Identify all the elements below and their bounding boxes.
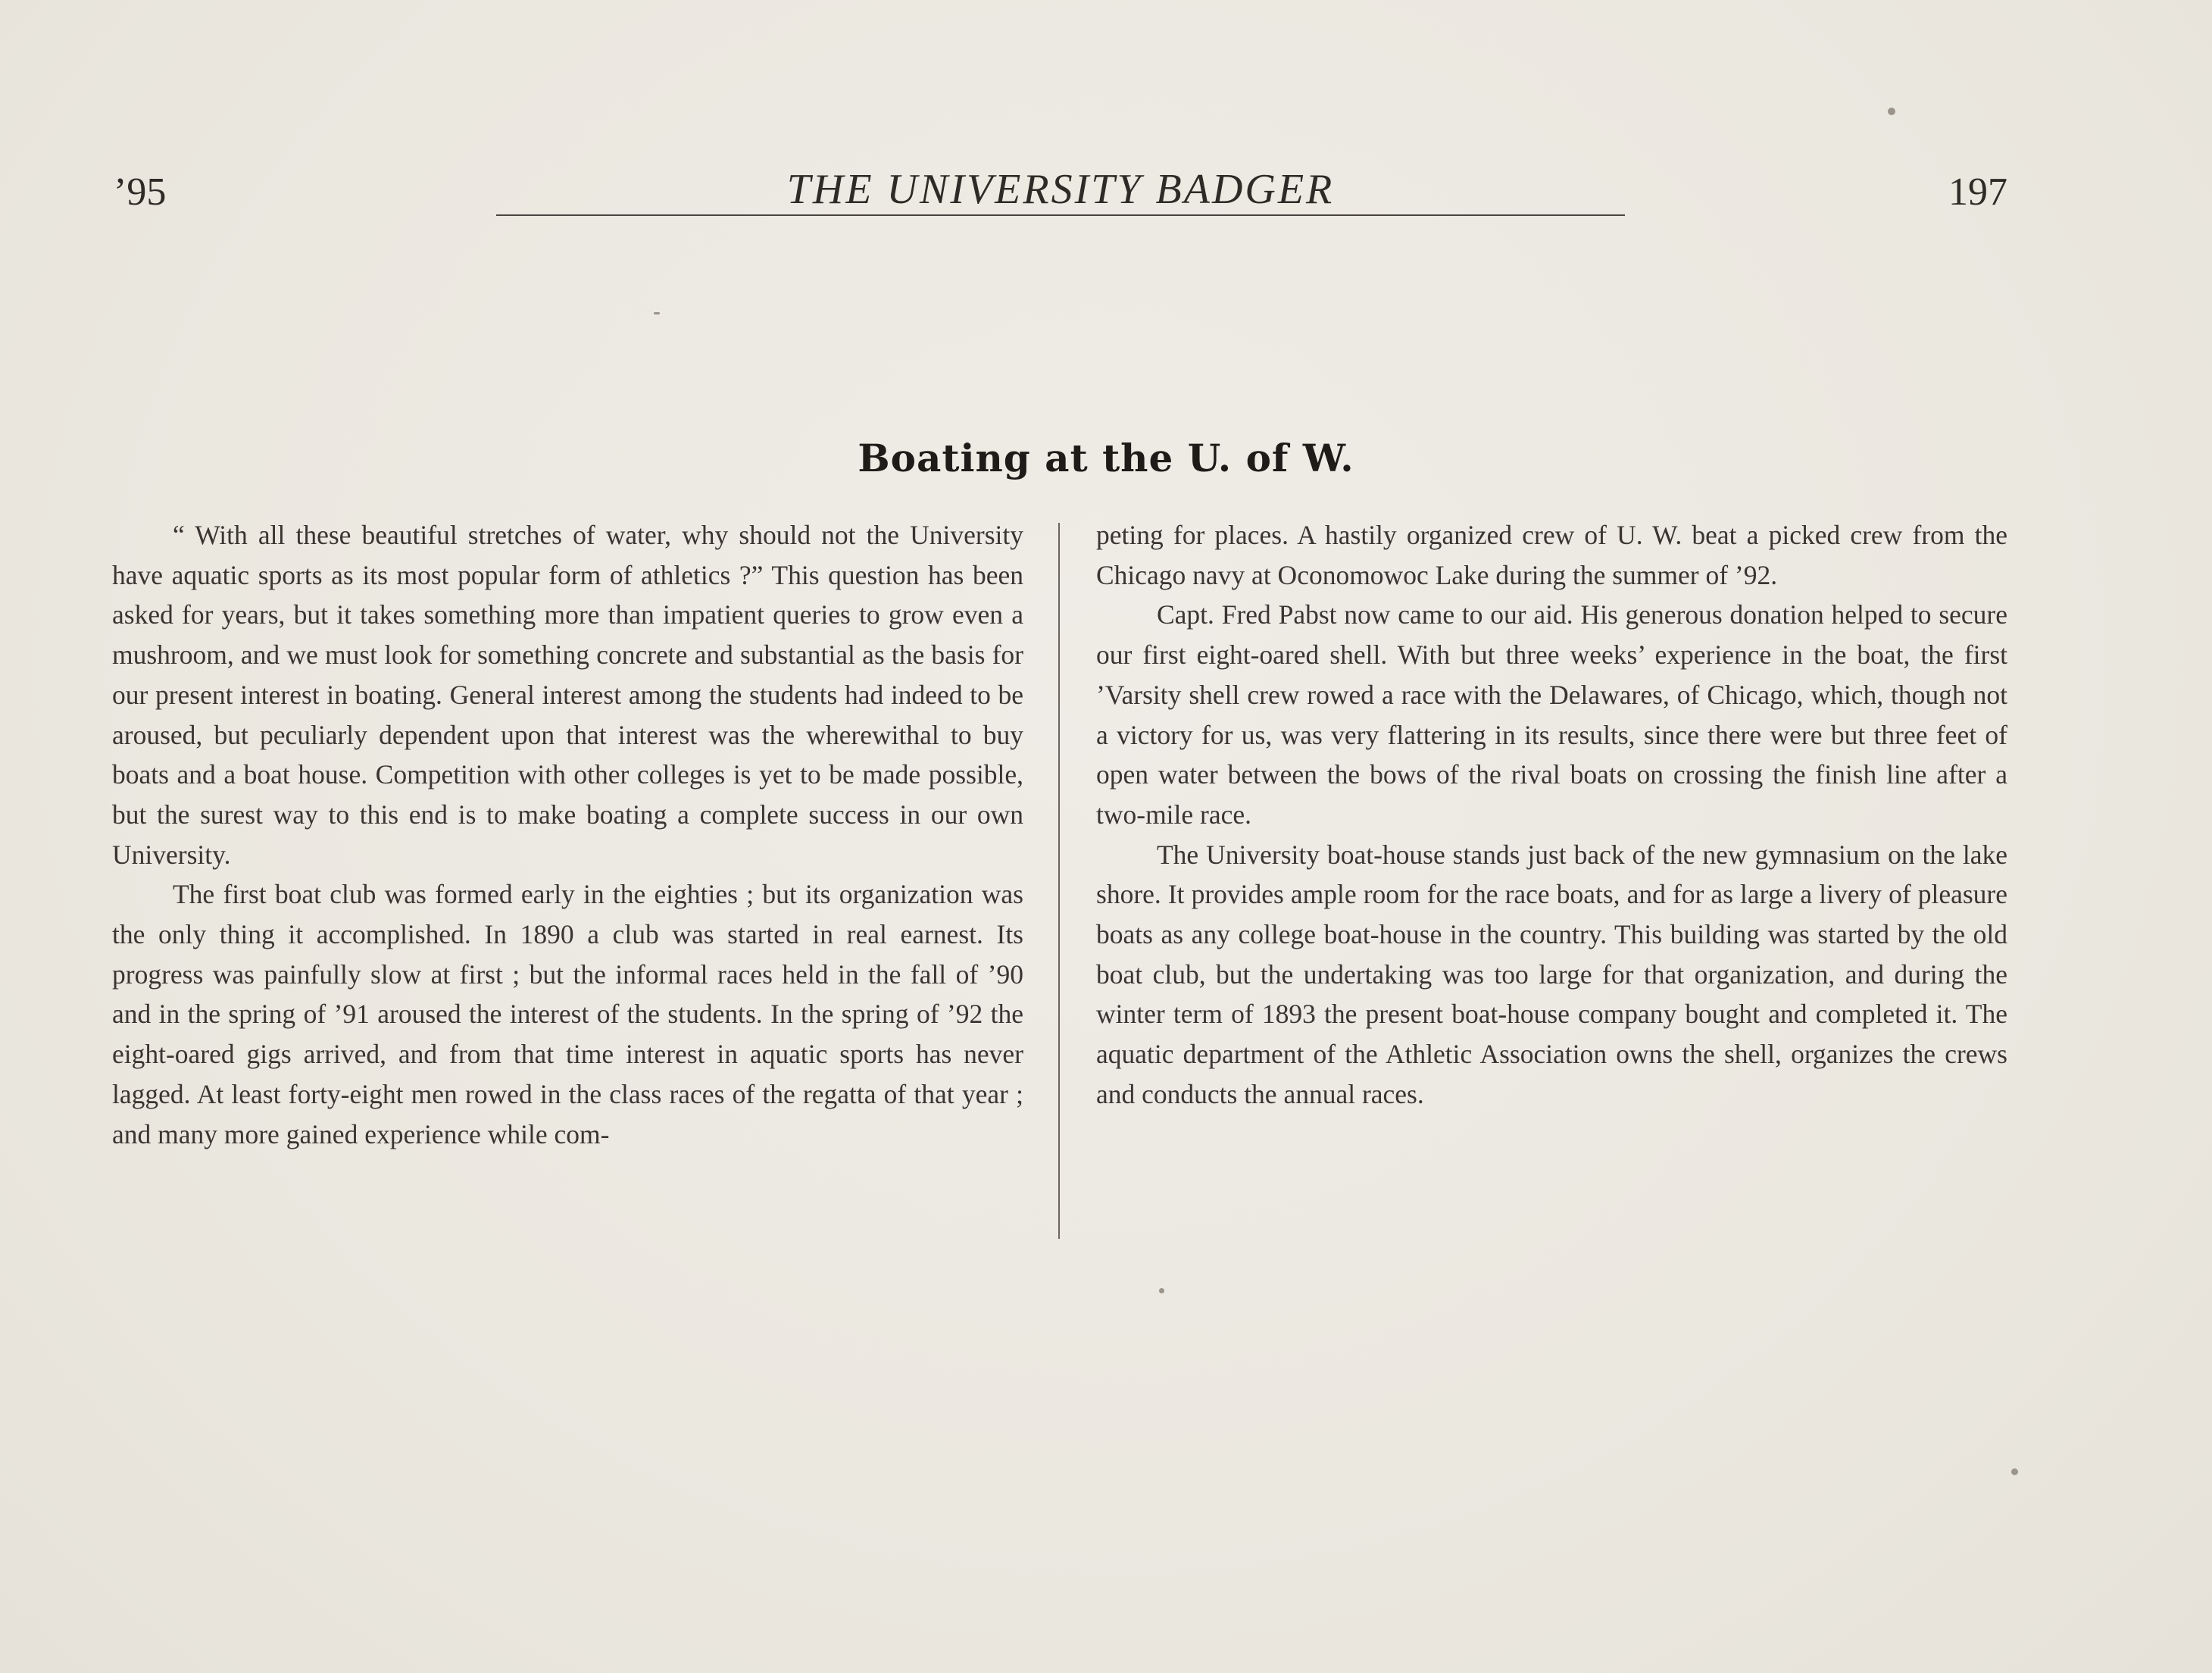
paper-speck: [654, 312, 660, 314]
head-year: ’95: [114, 170, 167, 214]
paragraph: The first boat club was formed early in the eighties ; but its organization was the only thing it accomplished. In 1890 a club was started in real earnest. Its progress was painfully slow at first ; but the informal races held in the fall of ’90 and in the spring of ’91 aroused the interest of the students. In the spring of ’92 the eight-oared gigs arrived, and from that time interest in aquatic sports has never lagged. At least forty-eight men rowed in the class races of the regatta of that year ; and many more gained experience while com-: [112, 879, 1023, 1149]
running-head: [0, 162, 2212, 223]
paper-speck: [1159, 1288, 1164, 1293]
paragraph: “ With all these beautiful stretches of water, why should not the University have aquatic sports as its most popular form of athletics ?” This question has been asked for years, but it takes something more than impatient queries to grow even a mushroom, and we must look for something concrete and substantial as the basis for our present interest in boating. General interest among the students had indeed to be aroused, but peculiarly dependent upon that interest was the wherewithal to buy boats and a boat house. Competition with other colleges is yet to be made possible, but the surest way to this end is to make boating a complete success in our own University.: [112, 520, 1023, 870]
left-column: [112, 515, 1023, 1154]
article-title: Boating at the U. of W.: [858, 436, 1354, 480]
paragraph: peting for places. A hastily organized crew of U. W. beat a picked crew from the Chicago navy at Oconomowoc Lake during the summer of ’92.: [1096, 520, 2007, 590]
paragraph: Capt. Fred Pabst now came to our aid. His generous donation helped to secure our first eight-oared shell. With but three weeks’ experience in the boat, the first ’Varsity shell crew rowed a race with the Delawares, of Chicago, which, though not a victory for us, was very flattering in its results, since there were but three feet of open water between the bows of the rival boats on crossing the finish line after a two-mile race.: [1096, 599, 2007, 830]
page-number: 197: [1948, 170, 2007, 214]
paragraph: The University boat-house stands just back of the new gymnasium on the lake shore. It provides ample room for the race boats, and for as large a livery of pleasure boats as any college boat-house in the country. This building was started by the old boat club, but the undertaking was too large for that organization, and during the winter term of 1893 the present boat-house company bought and completed it. The aquatic department of the Athletic Association owns the shell, organizes the crews and conducts the annual races.: [1096, 839, 2007, 1109]
column-divider: [1058, 523, 1060, 1239]
right-column: [1096, 515, 2007, 1115]
paper-speck: [2011, 1468, 2018, 1475]
paper-speck: [1888, 108, 1895, 115]
head-title: THE UNIVERSITY BADGER: [786, 166, 1335, 213]
head-rule: [496, 214, 1625, 216]
